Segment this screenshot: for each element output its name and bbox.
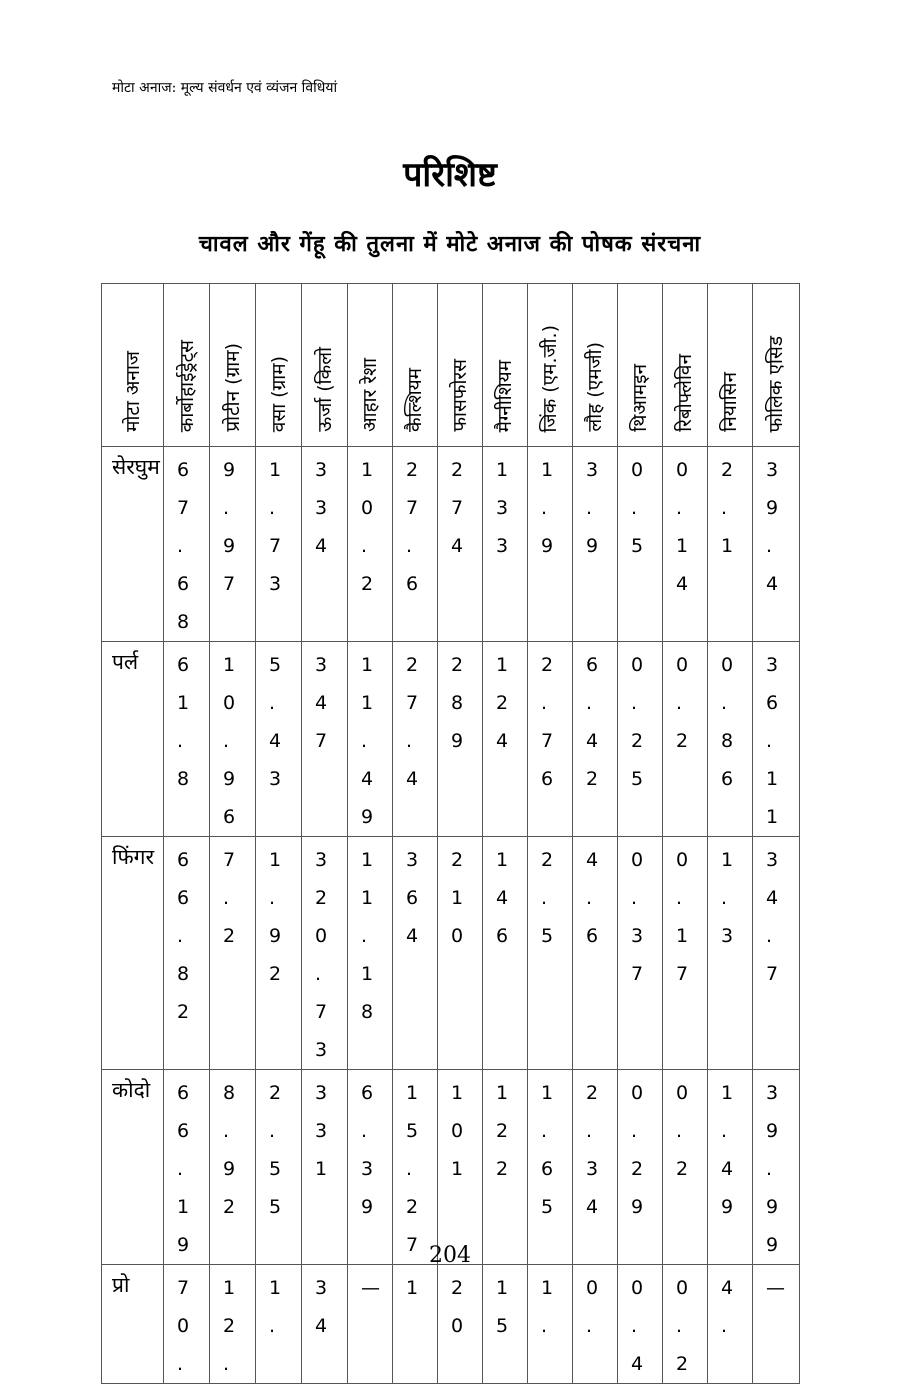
table-row [102, 837, 800, 1070]
table-row [102, 642, 800, 837]
value-cell: 0.17 [663, 837, 708, 1070]
value-cell: 39.99 [753, 1070, 800, 1265]
value-cell: 5.43 [256, 642, 302, 837]
value-cell: 2.34 [573, 1070, 618, 1265]
col-header-riboflavin: रिबोफ्लेविन [663, 284, 708, 447]
value-cell: — [348, 1265, 393, 1384]
header-row [102, 284, 800, 447]
value-cell: 0.37 [618, 837, 663, 1070]
value-cell: 274 [438, 447, 483, 642]
value-cell: 34.7 [753, 837, 800, 1070]
value-cell: 36.11 [753, 642, 800, 837]
value-cell: 27.4 [393, 642, 438, 837]
value-cell: 1.3 [708, 837, 753, 1070]
grain-name-cell: कोदो [102, 1070, 164, 1265]
col-header-fibre: आहार रेशा [348, 284, 393, 447]
value-cell: 6.39 [348, 1070, 393, 1265]
grain-name-cell: फिंगर [102, 837, 164, 1070]
value-cell: 4.6 [573, 837, 618, 1070]
value-cell: 289 [438, 642, 483, 837]
value-cell: 320.73 [302, 837, 348, 1070]
value-cell: 347 [302, 642, 348, 837]
value-cell: 0. [573, 1265, 618, 1384]
value-cell: 8.92 [210, 1070, 256, 1265]
value-cell: 39.4 [753, 447, 800, 642]
value-cell: 1 [393, 1265, 438, 1384]
col-header-grain: मोटा अनाज [102, 284, 164, 447]
value-cell: 0.2 [663, 1265, 708, 1384]
value-cell: 1. [528, 1265, 573, 1384]
col-header-iron: लौह (एमजी) [573, 284, 618, 447]
value-cell: 6.42 [573, 642, 618, 837]
table-caption: चावल और गेंहू की तुलना में मोटे अनाज की पोषक संरचना [198, 232, 702, 257]
value-cell: 334 [302, 447, 348, 642]
value-cell: 124 [483, 642, 528, 837]
value-cell: 4. [708, 1265, 753, 1384]
value-cell: 67.68 [164, 447, 210, 642]
col-header-thiamine: थिआमइन [618, 284, 663, 447]
col-header-folic-acid: फोलिक एसिड [753, 284, 800, 447]
table-row [102, 1070, 800, 1265]
value-cell: 1. [256, 1265, 302, 1384]
col-header-niacin: नियासिन [708, 284, 753, 447]
value-cell: — [753, 1265, 800, 1384]
grain-name-cell: प्रो [102, 1265, 164, 1384]
value-cell: 0.4 [618, 1265, 663, 1384]
value-cell: 0.29 [618, 1070, 663, 1265]
value-cell: 331 [302, 1070, 348, 1265]
col-header-energy: ऊर्जा (किलो [302, 284, 348, 447]
value-cell: 12. [210, 1265, 256, 1384]
value-cell: 1.49 [708, 1070, 753, 1265]
col-header-magnesium: मैग्नीशियम [483, 284, 528, 447]
running-head: मोटा अनाज: मूल्य संवर्धन एवं व्यंजन विधियां [112, 80, 338, 96]
value-cell: 34 [302, 1265, 348, 1384]
value-cell: 210 [438, 837, 483, 1070]
table-row [102, 1265, 800, 1384]
grain-name-cell: सेरघुम [102, 447, 164, 642]
value-cell: 10.2 [348, 447, 393, 642]
value-cell: 66.82 [164, 837, 210, 1070]
value-cell: 2.76 [528, 642, 573, 837]
col-header-zinc: जिंक (एम.जी.) [528, 284, 573, 447]
value-cell: 122 [483, 1070, 528, 1265]
value-cell: 11.49 [348, 642, 393, 837]
value-cell: 0.5 [618, 447, 663, 642]
value-cell: 61.8 [164, 642, 210, 837]
value-cell: 3.9 [573, 447, 618, 642]
value-cell: 7.2 [210, 837, 256, 1070]
value-cell: 2.1 [708, 447, 753, 642]
value-cell: 2.5 [528, 837, 573, 1070]
value-cell: 20 [438, 1265, 483, 1384]
value-cell: 27.6 [393, 447, 438, 642]
value-cell: 0.2 [663, 642, 708, 837]
value-cell: 11.18 [348, 837, 393, 1070]
value-cell: 133 [483, 447, 528, 642]
value-cell: 2.55 [256, 1070, 302, 1265]
value-cell: 0.25 [618, 642, 663, 837]
value-cell: 0.86 [708, 642, 753, 837]
grain-name-cell: पर्ल [102, 642, 164, 837]
col-header-calcium: कैल्शियम [393, 284, 438, 447]
value-cell: 1.65 [528, 1070, 573, 1265]
value-cell: 15 [483, 1265, 528, 1384]
col-header-protein: प्रोटीन (ग्राम) [210, 284, 256, 447]
value-cell: 1.92 [256, 837, 302, 1070]
col-header-fat: वसा (ग्राम) [256, 284, 302, 447]
nutrition-table [101, 283, 800, 1384]
value-cell: 1.73 [256, 447, 302, 642]
value-cell: 0.2 [663, 1070, 708, 1265]
value-cell: 66.19 [164, 1070, 210, 1265]
value-cell: 1.9 [528, 447, 573, 642]
table-row [102, 447, 800, 642]
col-header-phosphorus: फासफोरस [438, 284, 483, 447]
col-header-carbohydrates: कार्बोहाईड्रेट्स [164, 284, 210, 447]
value-cell: 9.97 [210, 447, 256, 642]
value-cell: 70. [164, 1265, 210, 1384]
value-cell: 101 [438, 1070, 483, 1265]
value-cell: 15.27 [393, 1070, 438, 1265]
value-cell: 364 [393, 837, 438, 1070]
value-cell: 146 [483, 837, 528, 1070]
page-number: 204 [429, 1243, 471, 1268]
page-title: परिशिष्ट [403, 155, 497, 195]
value-cell: 10.96 [210, 642, 256, 837]
value-cell: 0.14 [663, 447, 708, 642]
